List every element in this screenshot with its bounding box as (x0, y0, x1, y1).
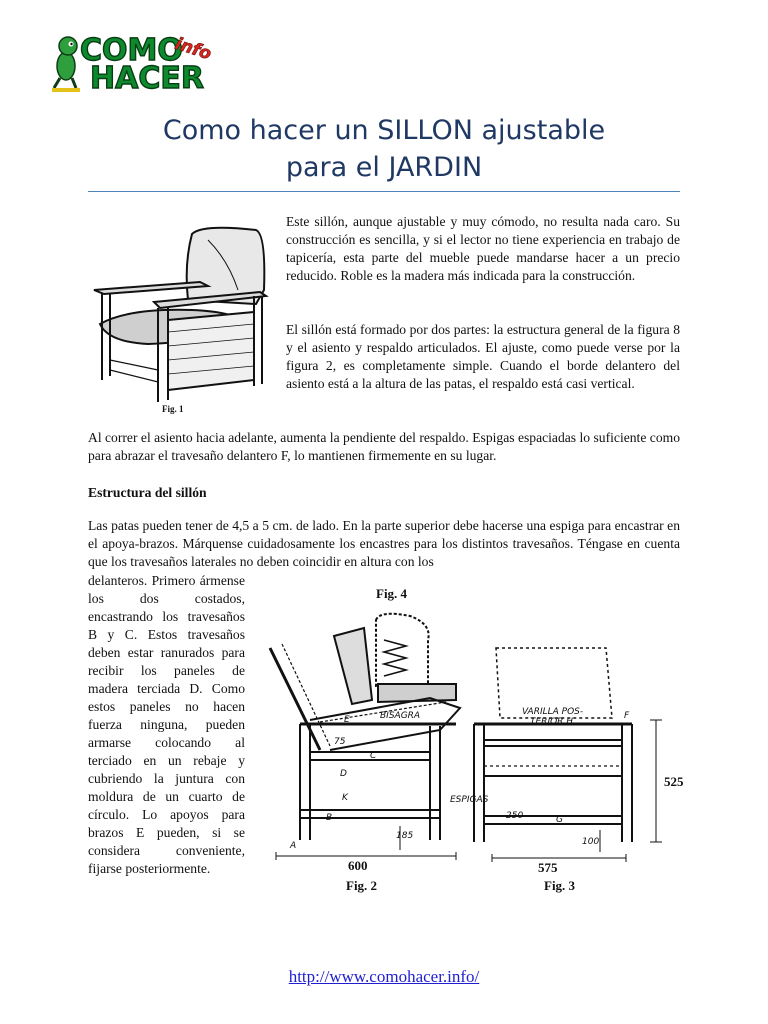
page-title (88, 112, 680, 186)
figures-2-3-4-diagram (260, 580, 684, 895)
label-B: B (326, 813, 333, 823)
dim-250: 250 (506, 811, 524, 821)
fig4-caption: Fig. 4 (376, 586, 408, 601)
title-divider (88, 191, 680, 192)
label-D: D (340, 769, 347, 779)
label-F: F (624, 711, 630, 721)
dim-100: 100 (582, 837, 600, 847)
fig2-caption: Fig. 2 (346, 878, 378, 893)
label-C: C (370, 751, 377, 761)
lizard-mascot-icon (52, 37, 80, 90)
label-bisagra: BISAGRA (380, 711, 421, 721)
label-G: G (556, 815, 563, 825)
logo-line2: HACER (90, 61, 204, 96)
label-varilla-line2: TERIOR H (530, 717, 574, 727)
dim-600: 600 (348, 858, 368, 873)
fig1-caption: Fig. 1 (162, 404, 184, 414)
comohacer-logo[interactable] (46, 30, 231, 94)
dim-575: 575 (538, 860, 558, 875)
section-heading: Estructura del sillón (88, 485, 207, 500)
intro-paragraph: Este sillón, aunque ajustable y muy cómodo, no resulta nada caro. Su construcción es sencilla, y si el lector no tiene experiencia en trabajo de tapicería, esta parte del mueble puede mandarse hacer a un precio reducido. Roble es la madera más indicada para la construcción. (286, 214, 680, 283)
title-line1: Como hacer un SILLON ajustable (162, 115, 606, 146)
label-A-fig2: A (290, 841, 297, 851)
paragraph-assembly: delanteros. Primero ármense los dos costados, encastrando los travesaños B y C. Estos travesaños deben estar ranurados para recibir los paneles de madera terciada D. Como estos paneles no hacen fuerza ninguna, pueden armarse colocando al terciado en un rebaje y cubriendo la juntura con moldura de un cuarto de círculo. Lo apoyos para brazos E pueden, si se considera conveniente, fijarse posteriormente. (88, 573, 245, 876)
paragraph-adjustment: Al correr el asiento hacia adelante, aumenta la pendiente del respaldo. Espigas espaciadas lo suficiente como para abrazar el travesaño delantero F, lo mantienen firmemente en su lugar. (88, 430, 680, 463)
figure-1-armchair (88, 220, 276, 416)
label-varilla-line1: VARILLA POS- (522, 707, 584, 717)
logo-info: info (172, 33, 214, 65)
dim-525: 525 (664, 774, 684, 789)
title-line2: para el JARDIN (285, 152, 483, 183)
label-K: K (342, 793, 348, 803)
fig3-caption: Fig. 3 (544, 878, 576, 893)
footer-url-link[interactable]: http://www.comohacer.info/ (288, 967, 480, 986)
dim-185: 185 (396, 831, 414, 841)
label-espigas: ESPIGAS (450, 795, 489, 805)
paragraph-legs: Las patas pueden tener de 4,5 a 5 cm. de lado. En la parte superior debe hacerse una espiga para encastrar en el apoya-brazos. Márquense cuidadosamente los encastres para los distintos travesaños. Téngase en cuenta que los travesaños laterales no deben coincidir en altura con los (88, 518, 680, 569)
logo-line1: COMO (80, 33, 183, 68)
dim-75: 75 (334, 737, 346, 747)
paragraph-structure-parts: El sillón está formado por dos partes: la estructura general de la figura 8 y el asiento y respaldo articulados. El ajuste, como puede verse por la figura 2, es completamente simple. Cuando el borde delantero del asiento está a la altura de las patas, el respaldo está casi vertical. (286, 322, 680, 391)
label-E: E (344, 715, 350, 725)
